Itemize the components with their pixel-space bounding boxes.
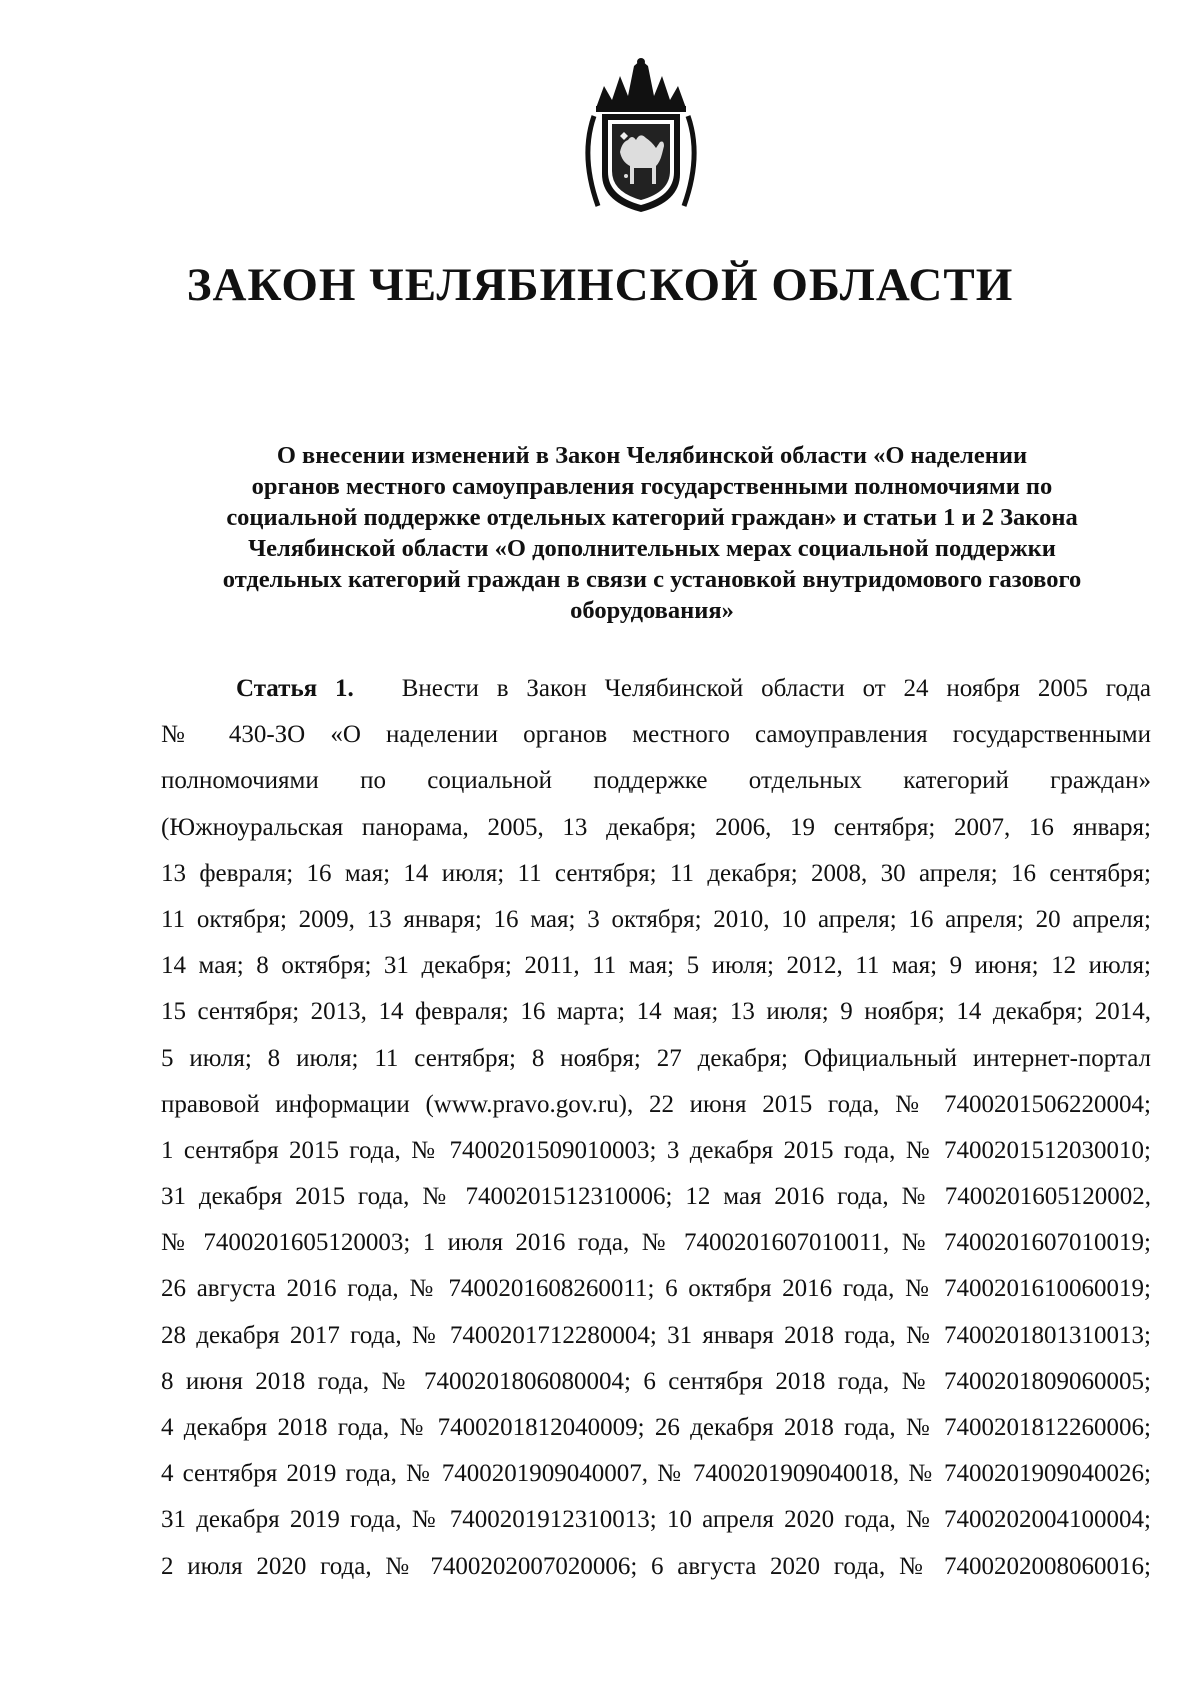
article-line: 26 августа 2016 года, № 7400201608260011; 6 октября 2016 года, № 7400201610060019; bbox=[161, 1275, 1151, 1303]
article-line: 4 сентября 2019 года, № 7400201909040007, № 7400201909040018, № 7400201909040026; bbox=[161, 1460, 1151, 1488]
subtitle-line: социальной поддержке отдельных категорий граждан» и статьи 1 и 2 Закона bbox=[226, 504, 1078, 531]
chelyabinsk-coat-of-arms-icon bbox=[576, 56, 706, 216]
article-line: полномочиями по социальной поддержке отдельных категорий граждан» bbox=[161, 767, 1151, 795]
subtitle-line: Челябинской области «О дополнительных мерах социальной поддержки bbox=[248, 535, 1056, 562]
article-line: 5 июля; 8 июля; 11 сентября; 8 ноября; 27 декабря; Официальный интернет-портал bbox=[161, 1044, 1151, 1072]
subtitle-line: органов местного самоуправления государственными полномочиями по bbox=[251, 473, 1053, 500]
article-line: 1 сентября 2015 года, № 7400201509010003; 3 декабря 2015 года, № 7400201512030010; bbox=[161, 1136, 1151, 1164]
article-line: 13 февраля; 16 мая; 14 июля; 11 сентября; 11 декабря; 2008, 30 апреля; 16 сентября; bbox=[161, 859, 1151, 887]
article-line: правовой информации (www.pravo.gov.ru), 22 июня 2015 года, № 7400201506220004; bbox=[161, 1090, 1151, 1118]
article-line: 2 июля 2020 года, № 7400202007020006; 6 августа 2020 года, № 7400202008060016; bbox=[161, 1552, 1151, 1580]
subtitle-line: оборудования» bbox=[570, 597, 734, 624]
article-text: Внести в Закон Челябинской области от 24 ноября 2005 года bbox=[401, 675, 1151, 702]
article-line: 14 мая; 8 октября; 31 декабря; 2011, 11 мая; 5 июля; 2012, 11 мая; 9 июня; 12 июля; bbox=[161, 952, 1151, 980]
article-first-line bbox=[161, 666, 1151, 712]
article-line: (Южноуральская панорама, 2005, 13 декабря; 2006, 19 сентября; 2007, 16 января; bbox=[161, 813, 1151, 841]
law-subtitle bbox=[172, 440, 1132, 626]
article-line: 4 декабря 2018 года, № 7400201812040009; 26 декабря 2018 года, № 7400201812260006; bbox=[161, 1414, 1151, 1441]
article-line: 31 декабря 2015 года, № 7400201512310006; 12 мая 2016 года, № 7400201605120002, bbox=[161, 1183, 1151, 1211]
law-title: ЗАКОН ЧЕЛЯБИНСКОЙ ОБЛАСТИ bbox=[186, 259, 1014, 311]
subtitle-line: отдельных категорий граждан в связи с установкой внутридомового газового bbox=[222, 566, 1082, 593]
article-body bbox=[161, 666, 1151, 1590]
article-line: 11 октября; 2009, 13 января; 16 мая; 3 октября; 2010, 10 апреля; 16 апреля; 20 апреля; bbox=[161, 905, 1151, 933]
article-line: № 430-ЗО «О наделении органов местного самоуправления государственными bbox=[161, 721, 1151, 749]
article-line: № 7400201605120003; 1 июля 2016 года, № 7400201607010011, № 7400201607010019; bbox=[161, 1229, 1151, 1257]
article-line: 8 июня 2018 года, № 7400201806080004; 6 сентября 2018 года, № 7400201809060005; bbox=[161, 1367, 1151, 1395]
article-line: 15 сентября; 2013, 14 февраля; 16 марта; 14 мая; 13 июля; 9 ноября; 14 декабря; 2014, bbox=[161, 998, 1151, 1026]
article-line: 31 декабря 2019 года, № 7400201912310013; 10 апреля 2020 года, № 7400202004100004; bbox=[161, 1506, 1151, 1534]
subtitle-line: О внесении изменений в Закон Челябинской области «О наделении bbox=[276, 442, 1028, 469]
article-label: Статья 1. bbox=[236, 675, 354, 702]
article-line: 28 декабря 2017 года, № 7400201712280004; 31 января 2018 года, № 7400201801310013; bbox=[161, 1321, 1151, 1349]
